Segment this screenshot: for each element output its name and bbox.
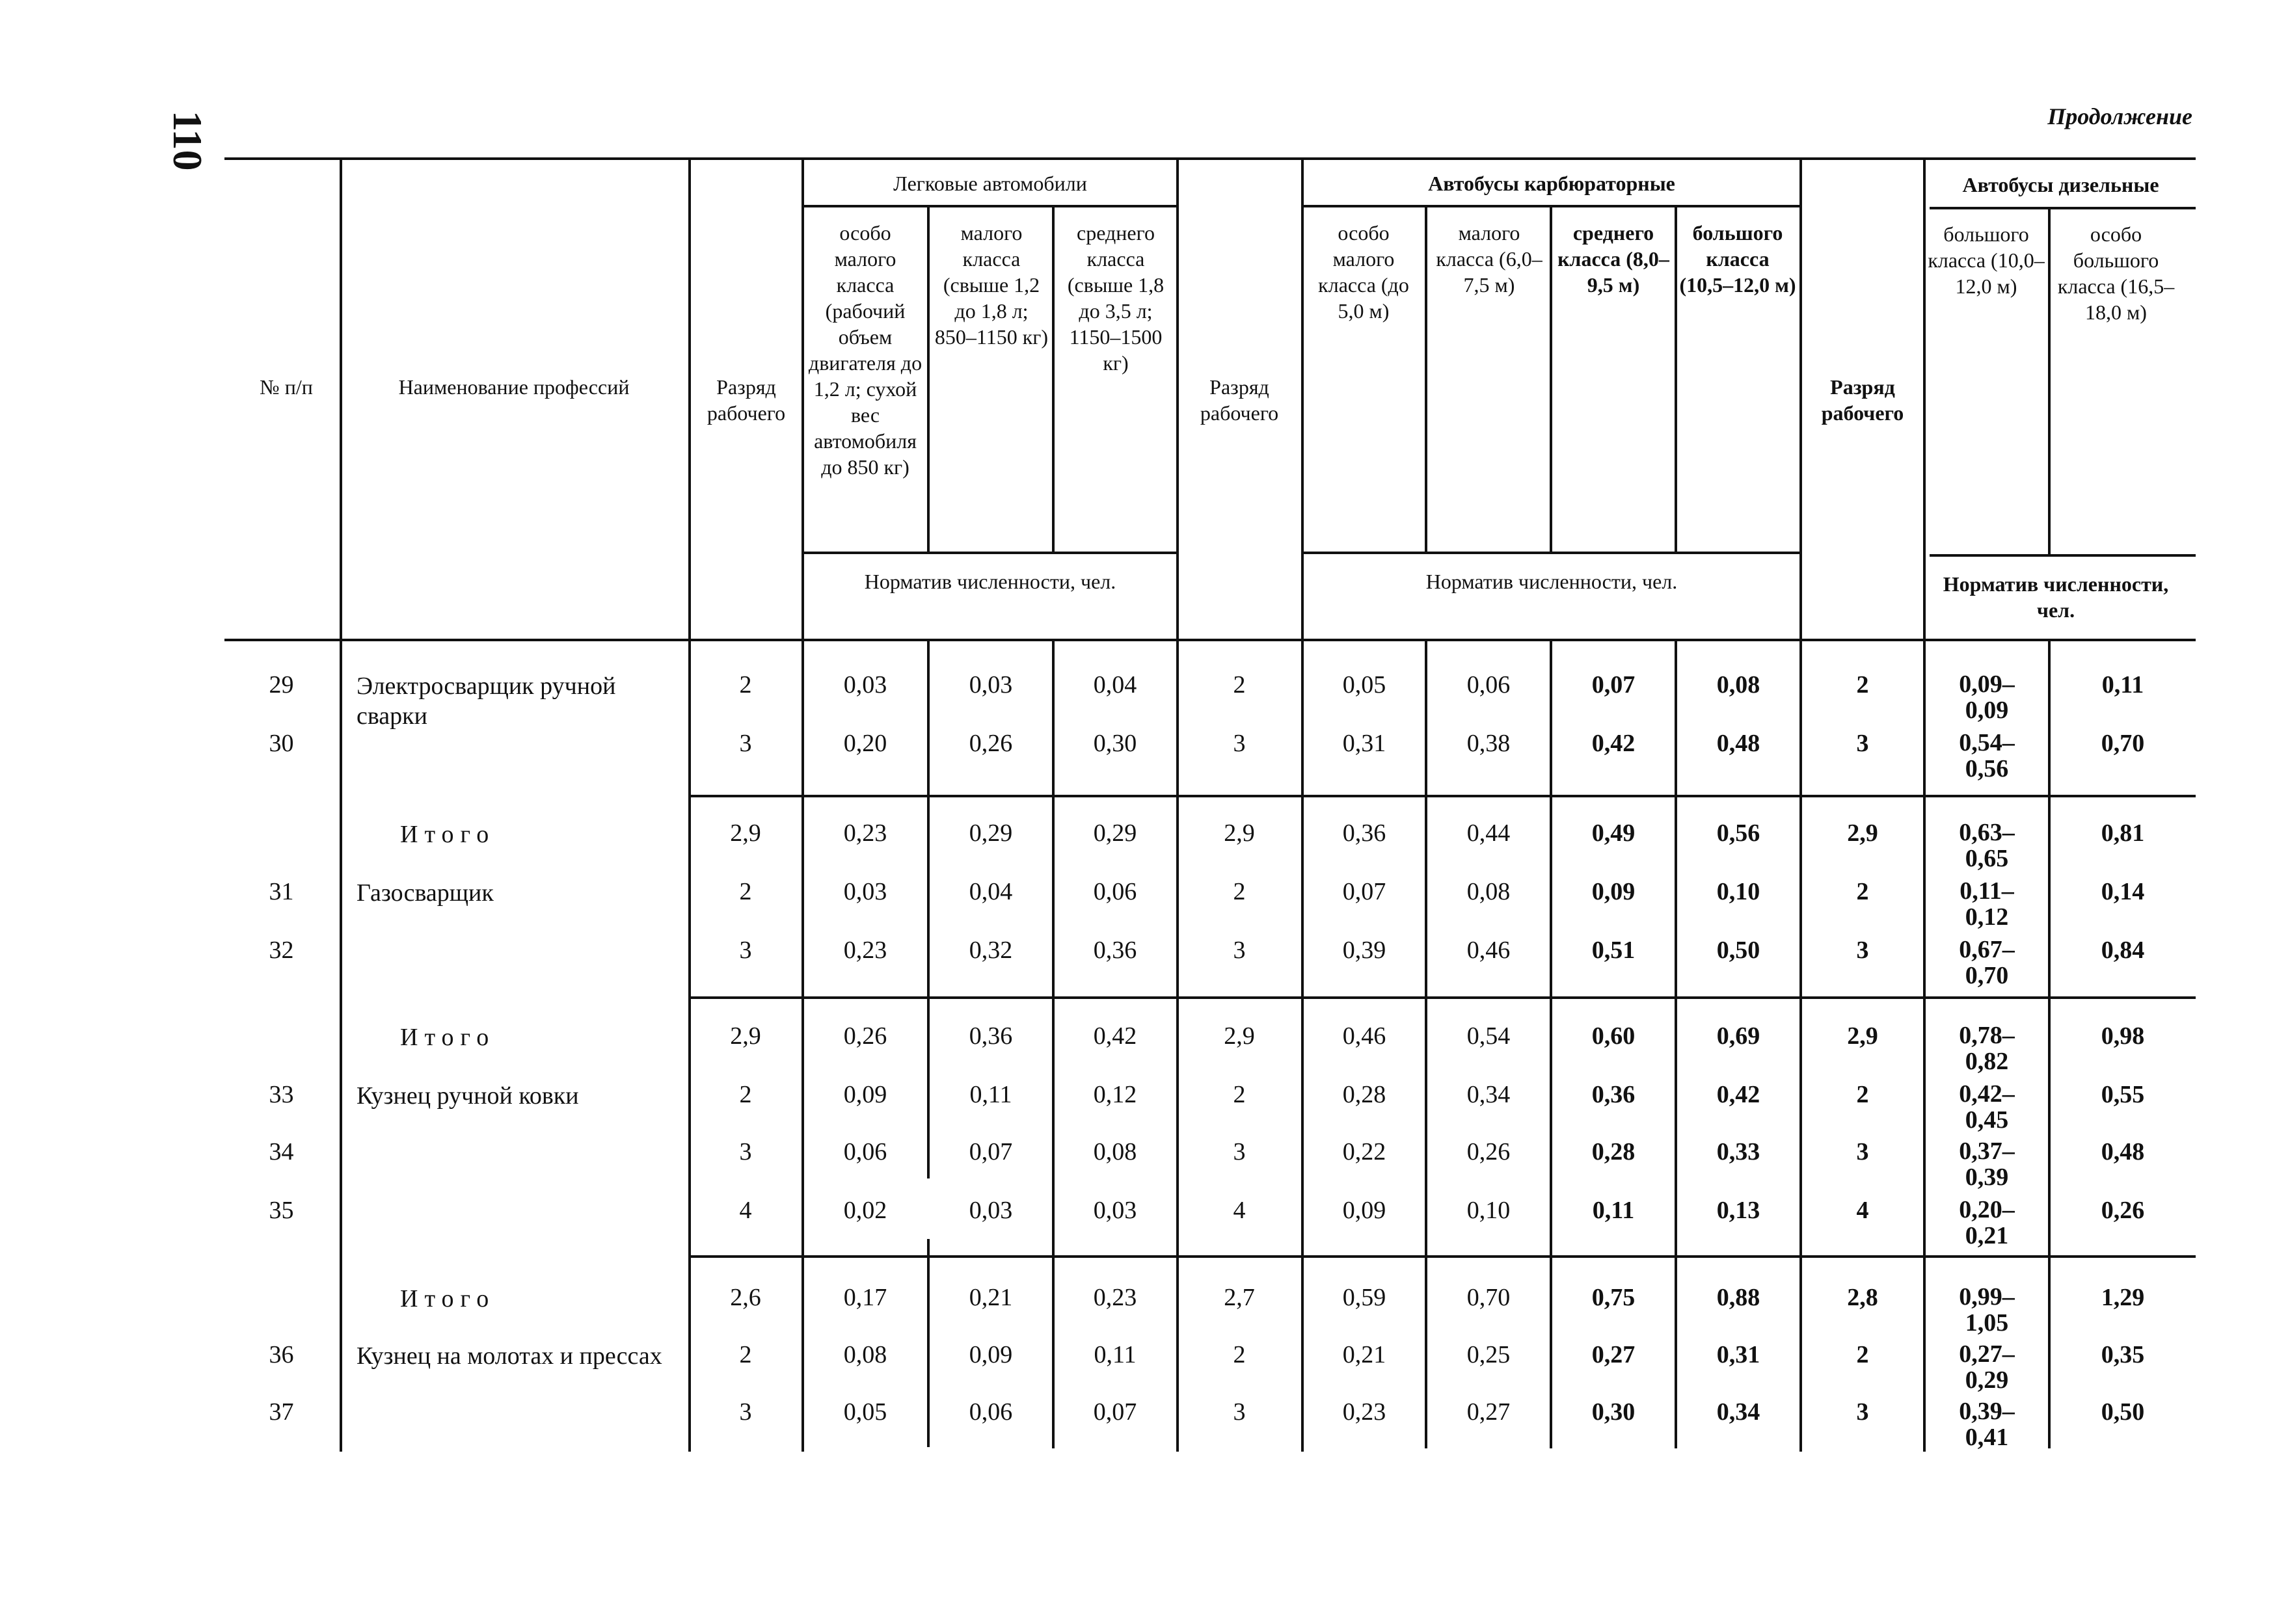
cell-d1: 0,54– 0,56	[1959, 729, 2015, 782]
cell-c1: 0,02	[843, 1197, 887, 1224]
page-number: 110	[165, 111, 211, 171]
cell-g3: 2,9	[1847, 1022, 1878, 1050]
bus-diesel-class-2: особо большого класса (16,5–18,0 м)	[2057, 222, 2175, 324]
cell-d2: 0,48	[2101, 1138, 2145, 1165]
group-cars: Легковые автомобили	[893, 172, 1087, 195]
cell-num: 36	[269, 1341, 294, 1368]
cell-b1: 0,39	[1342, 937, 1386, 964]
cell-d1: 0,99– 1,05	[1959, 1283, 2015, 1337]
cell-g2: 3	[1233, 730, 1246, 757]
cell-g3: 3	[1856, 1398, 1869, 1426]
col-rule	[927, 205, 930, 553]
cell-b1: 0,31	[1342, 730, 1386, 757]
col-rule	[1799, 157, 1802, 1452]
cell-g1: 3	[739, 730, 752, 757]
cell-d2: 1,29	[2101, 1284, 2145, 1311]
cell-g3: 3	[1856, 1138, 1869, 1165]
cell-b1: 0,28	[1342, 1081, 1386, 1108]
cell-num: 29	[269, 671, 294, 699]
cell-c3: 0,06	[1093, 878, 1137, 905]
header-num: № п/п	[260, 375, 313, 399]
cell-d1: 0,78– 0,82	[1959, 1022, 2015, 1075]
cell-b2: 0,27	[1466, 1398, 1511, 1426]
norm-bus-diesel: Норматив численности, чел.	[1943, 572, 2169, 622]
cell-c1: 0,26	[843, 1022, 887, 1050]
col-rule	[1675, 205, 1677, 553]
cell-b3: 0,07	[1591, 671, 1636, 699]
cell-g1: 3	[739, 1138, 752, 1165]
rule-norm	[801, 552, 1179, 554]
cell-profession: Кузнец ручной ковки	[357, 1082, 579, 1110]
cell-g2: 2	[1233, 1341, 1246, 1368]
cell-g2: 2	[1233, 1081, 1246, 1108]
cell-b4: 0,50	[1716, 937, 1760, 964]
car-class-1: особо малого класса (рабочий объем двигателя до 1,2 л; сухой вес автомобиля до 850 кг)	[808, 221, 923, 479]
cell-g2: 2	[1233, 671, 1246, 699]
cell-g1: 2,9	[730, 1022, 761, 1050]
cell-b1: 0,59	[1342, 1284, 1386, 1311]
car-class-2: малого класса (свыше 1,2 до 1,8 л; 850–1150 кг)	[934, 221, 1049, 349]
cell-b2: 0,26	[1466, 1138, 1511, 1165]
cell-g3: 3	[1856, 937, 1869, 964]
cell-num: 30	[269, 730, 294, 757]
cell-d1: 0,42– 0,45	[1959, 1080, 2015, 1134]
cell-c3: 0,08	[1093, 1138, 1137, 1165]
cell-b3: 0,36	[1591, 1081, 1636, 1108]
cell-b2: 0,10	[1466, 1197, 1511, 1224]
cell-c3: 0,04	[1093, 671, 1137, 699]
cell-c2: 0,36	[969, 1022, 1013, 1050]
rule-subgroup	[1930, 207, 2196, 209]
cell-c1: 0,23	[843, 819, 887, 847]
cell-c2: 0,29	[969, 819, 1013, 847]
rule-group	[690, 1255, 2196, 1258]
cell-num: 33	[269, 1081, 294, 1108]
cell-c2: 0,21	[969, 1284, 1013, 1311]
cell-d1: 0,11– 0,12	[1960, 877, 2014, 931]
rule-group	[690, 996, 2196, 999]
cell-profession: Итого	[400, 1285, 496, 1312]
cell-g1: 2,6	[730, 1284, 761, 1311]
cell-g1: 2	[739, 1341, 752, 1368]
cell-b2: 0,34	[1466, 1081, 1511, 1108]
cell-b4: 0,31	[1716, 1341, 1760, 1368]
cell-g1: 2,9	[730, 819, 761, 847]
cell-b3: 0,28	[1591, 1138, 1636, 1165]
cell-b2: 0,46	[1466, 937, 1511, 964]
cell-b2: 0,70	[1466, 1284, 1511, 1311]
cell-num: 31	[269, 878, 294, 905]
cell-b3: 0,09	[1591, 878, 1636, 905]
cell-c3: 0,23	[1093, 1284, 1137, 1311]
norm-cars: Норматив численности, чел.	[864, 570, 1116, 593]
cell-c3: 0,11	[1094, 1341, 1137, 1368]
continued-label: Продолжение	[2047, 103, 2192, 129]
cell-b2: 0,25	[1466, 1341, 1511, 1368]
col-rule	[1425, 205, 1427, 553]
cell-b4: 0,56	[1716, 819, 1760, 847]
cell-b4: 0,48	[1716, 730, 1760, 757]
cell-num: 34	[269, 1138, 294, 1165]
cell-c3: 0,36	[1093, 937, 1137, 964]
group-bus-diesel: Автобусы дизельные	[1962, 173, 2159, 196]
cell-g1: 2	[739, 878, 752, 905]
cell-g3: 2,9	[1847, 819, 1878, 847]
cell-d2: 0,50	[2101, 1398, 2145, 1426]
cell-c1: 0,09	[843, 1081, 887, 1108]
bus-carb-class-4: большого класса (10,5–12,0 м)	[1679, 221, 1796, 297]
cell-g2: 2,7	[1224, 1284, 1255, 1311]
cell-b2: 0,08	[1466, 878, 1511, 905]
cell-g2: 2	[1233, 878, 1246, 905]
cell-g3: 2	[1856, 1341, 1869, 1368]
cell-d1: 0,39– 0,41	[1959, 1398, 2015, 1451]
cell-g3: 4	[1856, 1197, 1869, 1224]
cell-b1: 0,21	[1342, 1341, 1386, 1368]
group-bus-carb: Автобусы карбюраторные	[1428, 172, 1675, 195]
col-rule	[1052, 205, 1055, 553]
cell-c2: 0,07	[969, 1138, 1013, 1165]
cell-b4: 0,08	[1716, 671, 1760, 699]
cell-d2: 0,70	[2101, 730, 2145, 757]
cell-b3: 0,11	[1592, 1197, 1635, 1224]
cell-b4: 0,13	[1716, 1197, 1760, 1224]
cell-g1: 3	[739, 937, 752, 964]
cell-c3: 0,07	[1093, 1398, 1137, 1426]
bus-diesel-class-1: большого класса (10,0–12,0 м)	[1928, 222, 2045, 298]
cell-c1: 0,03	[843, 878, 887, 905]
cell-c1: 0,03	[843, 671, 887, 699]
cell-b2: 0,38	[1466, 730, 1511, 757]
cell-d1: 0,20– 0,21	[1959, 1196, 2015, 1249]
cell-b3: 0,60	[1591, 1022, 1636, 1050]
bus-carb-class-3: среднего класса (8,0–9,5 м)	[1557, 221, 1669, 297]
cell-c2: 0,06	[969, 1398, 1013, 1426]
cell-c2: 0,11	[969, 1081, 1012, 1108]
cell-g3: 2	[1856, 878, 1869, 905]
rule-group	[690, 795, 2196, 797]
cell-b1: 0,05	[1342, 671, 1386, 699]
cell-b4: 0,88	[1716, 1284, 1760, 1311]
cell-d1: 0,09– 0,09	[1959, 671, 2015, 724]
cell-num: 35	[269, 1197, 294, 1224]
cell-d2: 0,98	[2101, 1022, 2145, 1050]
bus-carb-class-2: малого класса (6,0–7,5 м)	[1436, 221, 1542, 297]
cell-c3: 0,12	[1093, 1081, 1137, 1108]
cell-g2: 3	[1233, 1398, 1246, 1426]
cell-d2: 0,35	[2101, 1341, 2145, 1368]
cell-g2: 3	[1233, 937, 1246, 964]
cell-b3: 0,42	[1591, 730, 1636, 757]
cell-b3: 0,27	[1591, 1341, 1636, 1368]
col-rule	[801, 157, 804, 1452]
header-grade-cars: Разряд рабочего	[707, 375, 786, 425]
rule-header-bottom	[224, 639, 2196, 641]
cell-profession: Электросварщик ручной сварки	[357, 672, 616, 730]
cell-b1: 0,46	[1342, 1022, 1386, 1050]
cell-c2: 0,09	[969, 1341, 1013, 1368]
cell-b2: 0,54	[1466, 1022, 1511, 1050]
cell-g2: 2,9	[1224, 819, 1255, 847]
cell-g3: 2	[1856, 1081, 1869, 1108]
cell-c1: 0,06	[843, 1138, 887, 1165]
rule-subgroup	[801, 205, 1179, 207]
cell-c1: 0,05	[843, 1398, 887, 1426]
cell-c1: 0,17	[843, 1284, 887, 1311]
cell-c2: 0,26	[969, 730, 1013, 757]
cell-c2: 0,03	[969, 1197, 1013, 1224]
header-name: Наименование профессий	[398, 375, 630, 399]
cell-profession: Итого	[400, 1024, 496, 1051]
cell-g3: 3	[1856, 730, 1869, 757]
cell-g1: 4	[739, 1197, 752, 1224]
cell-b4: 0,34	[1716, 1398, 1760, 1426]
header-grade-bus-carb: Разряд рабочего	[1200, 375, 1279, 425]
cell-b3: 0,30	[1591, 1398, 1636, 1426]
cell-b3: 0,51	[1591, 937, 1636, 964]
cell-b1: 0,36	[1342, 819, 1386, 847]
col-rule	[688, 157, 691, 1452]
cell-c2: 0,32	[969, 937, 1013, 964]
cell-b3: 0,49	[1591, 819, 1636, 847]
cell-profession: Итого	[400, 821, 496, 848]
col-rule	[1550, 205, 1552, 553]
cell-c2: 0,03	[969, 671, 1013, 699]
cell-c3: 0,03	[1093, 1197, 1137, 1224]
cell-g1: 2	[739, 671, 752, 699]
cell-c1: 0,20	[843, 730, 887, 757]
cell-g1: 3	[739, 1398, 752, 1426]
header-grade-bus-diesel: Разряд рабочего	[1821, 375, 1904, 425]
cell-c1: 0,23	[843, 937, 887, 964]
cell-d2: 0,11	[2101, 671, 2144, 699]
cell-c3: 0,42	[1093, 1022, 1137, 1050]
cell-profession: Газосварщик	[357, 879, 494, 907]
col-rule	[1923, 157, 1926, 1452]
col-rule	[340, 157, 342, 1452]
cell-d2: 0,26	[2101, 1197, 2145, 1224]
norm-bus-carb: Норматив численности, чел.	[1425, 570, 1678, 593]
cell-b1: 0,22	[1342, 1138, 1386, 1165]
cell-g2: 4	[1233, 1197, 1246, 1224]
cell-b3: 0,75	[1591, 1284, 1636, 1311]
rule-norm	[1930, 554, 2196, 557]
cell-b4: 0,33	[1716, 1138, 1760, 1165]
cell-g2: 2,9	[1224, 1022, 1255, 1050]
cell-num: 37	[269, 1398, 294, 1426]
cell-b4: 0,10	[1716, 878, 1760, 905]
cell-d1: 0,27– 0,29	[1959, 1340, 2015, 1394]
bus-carb-class-1: особо малого класса (до 5,0 м)	[1318, 221, 1409, 323]
col-rule	[1176, 157, 1179, 1452]
cell-g2: 3	[1233, 1138, 1246, 1165]
cell-b2: 0,44	[1466, 819, 1511, 847]
cell-g3: 2,8	[1847, 1284, 1878, 1311]
cell-c3: 0,29	[1093, 819, 1137, 847]
cell-d2: 0,14	[2101, 878, 2145, 905]
cell-d2: 0,55	[2101, 1081, 2145, 1108]
cell-g3: 2	[1856, 671, 1869, 699]
col-rule	[1301, 157, 1304, 1452]
cell-d1: 0,63– 0,65	[1959, 819, 2015, 872]
car-class-3: среднего класса (свыше 1,8 до 3,5 л; 1150–1500 кг)	[1067, 221, 1165, 375]
cell-num: 32	[269, 937, 294, 964]
cell-d2: 0,81	[2101, 819, 2145, 847]
cell-c2: 0,04	[969, 878, 1013, 905]
cell-b1: 0,07	[1342, 878, 1386, 905]
col-rule	[2048, 207, 2051, 555]
cell-b1: 0,23	[1342, 1398, 1386, 1426]
cell-b4: 0,69	[1716, 1022, 1760, 1050]
cell-d2: 0,84	[2101, 937, 2145, 964]
rule-top	[224, 157, 2196, 160]
cell-profession: Кузнец на молотах и прессах	[357, 1342, 662, 1370]
cell-c1: 0,08	[843, 1341, 887, 1368]
cell-c3: 0,30	[1093, 730, 1137, 757]
cell-d1: 0,67– 0,70	[1959, 936, 2015, 989]
cell-g1: 2	[739, 1081, 752, 1108]
cell-b4: 0,42	[1716, 1081, 1760, 1108]
cell-b2: 0,06	[1466, 671, 1511, 699]
cell-b1: 0,09	[1342, 1197, 1386, 1224]
cell-d1: 0,37– 0,39	[1959, 1138, 2015, 1191]
